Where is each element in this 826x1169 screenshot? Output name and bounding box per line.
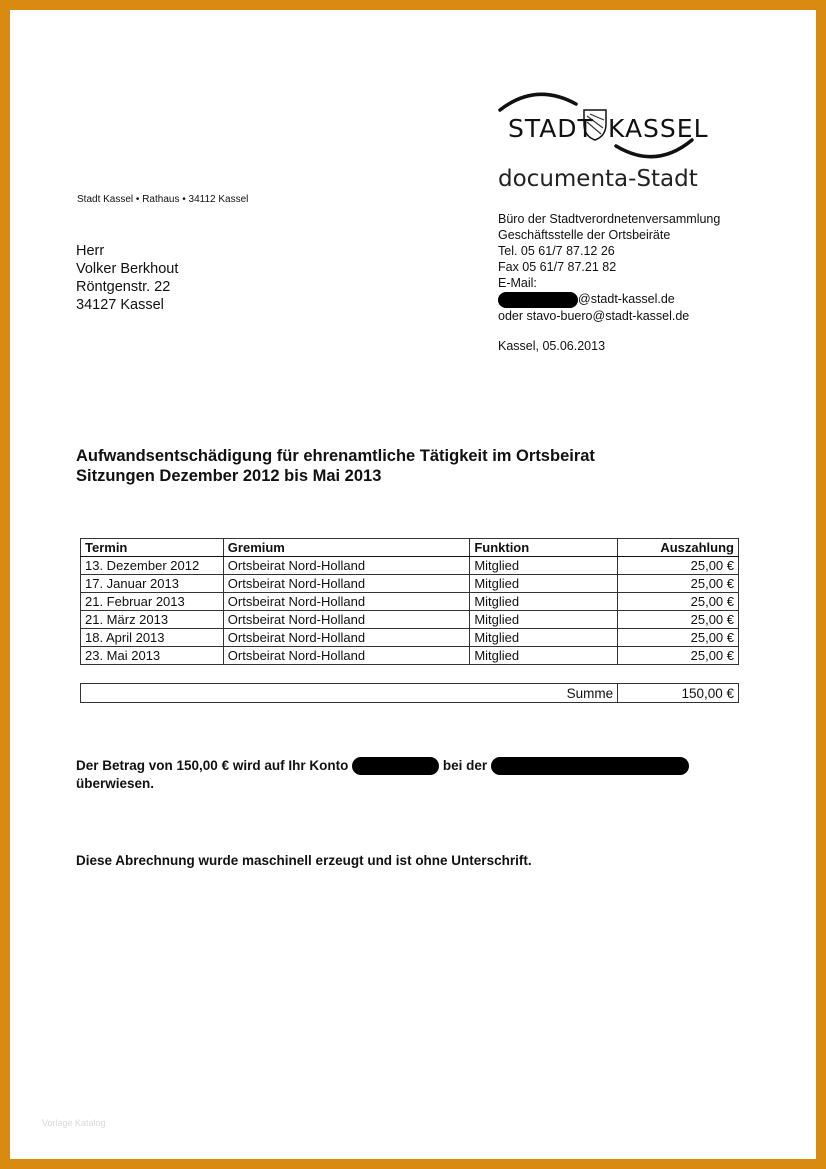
- department: Büro der Stadtverordnetenversammlung: [498, 212, 721, 226]
- cell-termin: 13. Dezember 2012: [81, 557, 224, 575]
- cell-gremium: Ortsbeirat Nord-Holland: [223, 575, 470, 593]
- cell-termin: 21. Februar 2013: [81, 593, 224, 611]
- cell-termin: 18. April 2013: [81, 629, 224, 647]
- payment-text-before: Der Betrag von 150,00 € wird auf Ihr Konto: [76, 758, 349, 773]
- table-row: [81, 647, 739, 665]
- recipient-salutation: Herr: [76, 243, 105, 259]
- subject-line-1: Aufwandsentschädigung für ehrenamtliche Tätigkeit im Ortsbeirat: [76, 447, 595, 465]
- subject-line-2: Sitzungen Dezember 2012 bis Mai 2013: [76, 467, 382, 485]
- payment-table: [80, 538, 739, 665]
- cell-funktion: Mitglied: [470, 575, 618, 593]
- table-header-row: [81, 539, 739, 557]
- table-row: [81, 593, 739, 611]
- letter-date: Kassel, 05.06.2013: [498, 339, 606, 353]
- cell-termin: 17. Januar 2013: [81, 575, 224, 593]
- telephone: Tel. 05 61/7 87.12 26: [498, 244, 615, 258]
- cell-gremium: Ortsbeirat Nord-Holland: [223, 647, 470, 665]
- cell-funktion: Mitglied: [470, 647, 618, 665]
- table-row: [81, 611, 739, 629]
- cell-auszahlung: 25,00 €: [618, 611, 739, 629]
- cell-auszahlung: 25,00 €: [618, 593, 739, 611]
- email-domain: @stadt-kassel.de: [578, 292, 675, 306]
- office-contact: [498, 211, 720, 324]
- cell-funktion: Mitglied: [470, 557, 618, 575]
- letter-page: [10, 10, 816, 1159]
- payment-line: [76, 757, 689, 775]
- table-row: [81, 557, 739, 575]
- table-row: [81, 629, 739, 647]
- cell-gremium: Ortsbeirat Nord-Holland: [223, 593, 470, 611]
- table-row: [81, 575, 739, 593]
- payment-text-middle: bei der: [442, 758, 488, 773]
- sender-line: Stadt Kassel • Rathaus • 34112 Kassel: [77, 194, 249, 205]
- email-label: E-Mail:: [498, 276, 537, 290]
- recipient-street: Röntgenstr. 22: [76, 279, 171, 295]
- col-auszahlung: Auszahlung: [618, 539, 739, 557]
- cell-auszahlung: 25,00 €: [618, 629, 739, 647]
- sum-row: [81, 684, 739, 703]
- cell-gremium: Ortsbeirat Nord-Holland: [223, 611, 470, 629]
- tagline: documenta-Stadt: [498, 166, 698, 192]
- cell-auszahlung: 25,00 €: [618, 575, 739, 593]
- redaction-account-number: [352, 757, 439, 775]
- redaction-bank-name: [491, 757, 689, 775]
- payment-paragraph: [76, 757, 689, 792]
- cell-gremium: Ortsbeirat Nord-Holland: [223, 629, 470, 647]
- payment-text-end: überwiesen.: [76, 776, 155, 792]
- redaction-email-user: [498, 292, 578, 308]
- col-gremium: Gremium: [223, 539, 470, 557]
- recipient-address: [76, 242, 178, 314]
- machine-generated-notice: Diese Abrechnung wurde maschinell erzeugt und ist ohne Unterschrift.: [76, 853, 532, 868]
- col-termin: Termin: [81, 539, 224, 557]
- cell-funktion: Mitglied: [470, 611, 618, 629]
- cell-funktion: Mitglied: [470, 593, 618, 611]
- logo-word-kassel: KASSEL: [608, 114, 709, 143]
- email-alt: oder stavo-buero@stadt-kassel.de: [498, 308, 690, 323]
- unit: Geschäftsstelle der Ortsbeiräte: [498, 228, 671, 242]
- table-body: [81, 557, 739, 665]
- col-funktion: Funktion: [470, 539, 618, 557]
- sum-table: [80, 683, 739, 703]
- cell-auszahlung: 25,00 €: [618, 647, 739, 665]
- cell-gremium: Ortsbeirat Nord-Holland: [223, 557, 470, 575]
- cell-funktion: Mitglied: [470, 629, 618, 647]
- email-line: [498, 291, 720, 308]
- logo-word-stadt: STADT: [508, 114, 594, 143]
- recipient-name: Volker Berkhout: [76, 261, 179, 277]
- cell-auszahlung: 25,00 €: [618, 557, 739, 575]
- fax: Fax 05 61/7 87.21 82: [498, 260, 617, 274]
- stadt-kassel-logo: [496, 88, 709, 168]
- subject-heading: [76, 446, 595, 486]
- sum-label: Summe: [81, 684, 618, 703]
- watermark: Vorlage Katalog: [42, 1118, 106, 1128]
- cell-termin: 23. Mai 2013: [81, 647, 224, 665]
- recipient-city: 34127 Kassel: [76, 297, 164, 313]
- cell-termin: 21. März 2013: [81, 611, 224, 629]
- sum-value: 150,00 €: [618, 684, 739, 703]
